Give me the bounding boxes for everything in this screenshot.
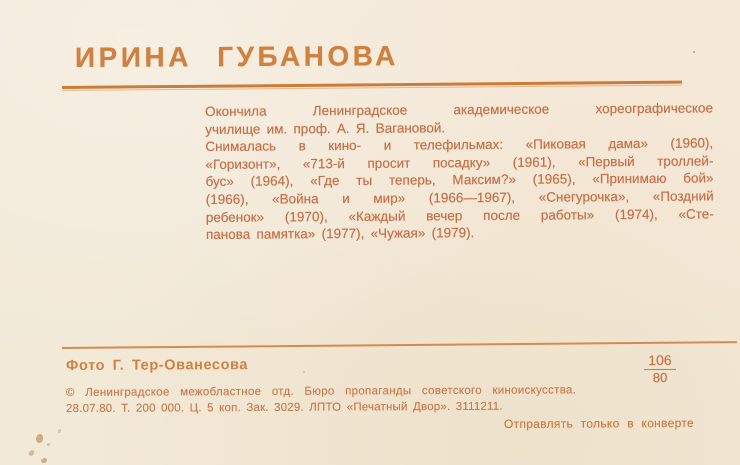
photo-credit: Фото Г. Тер-Ованесова — [65, 357, 249, 374]
bio-line: ребенок» (1970), «Каждый вечер после работы» (1974), «Сте- — [205, 206, 714, 225]
paper-stain — [28, 449, 35, 457]
bio-line: (1966), «Война и мир» (1966—1967), «Снегурочка», «Поздний — [205, 188, 714, 207]
bio-line: Снималась в кино- и телефильмах: «Пиковая дама» (1960), — [205, 135, 714, 155]
paper-stain — [36, 434, 43, 443]
bio-text — [205, 99, 714, 243]
paper-stain — [58, 429, 61, 433]
page-title: ИРИНА ГУБАНОВА — [74, 40, 399, 73]
bio-line: училище им. проф. А. Я. Вагановой. — [205, 119, 446, 137]
bio-line: Окончила Ленинградское академическое хореографическое — [205, 100, 714, 119]
paper-speck — [303, 371, 305, 373]
bio-line: «Горизонт», «713-й просит посадку» (1961), «Первый троллей- — [205, 153, 714, 172]
envelope-note: Отправлять только в конверте — [504, 416, 695, 431]
bio-line: панова памятка» (1977), «Чужая» (1979). — [205, 225, 475, 243]
bio-line: бус» (1964), «Где ты теперь, Максим?» (1965), «Принимаю бой» — [205, 170, 714, 190]
footer-divider — [62, 341, 737, 348]
title-divider — [62, 81, 682, 92]
catalog-number-top: 106 — [644, 353, 676, 370]
imprint-line: 28.07.80. Т. 200 000. Ц. 5 коп. Зак. 3029. ЛПТО «Печатный Двор». 3111211. — [65, 400, 503, 415]
copyright-line: © Ленинградское межобластное отд. Бюро пропаганды советского киноискусства. — [65, 384, 577, 399]
paper-stain — [47, 443, 50, 446]
catalog-number-bottom: 80 — [652, 369, 668, 386]
paper-stain — [41, 458, 47, 463]
paper-speck — [693, 51, 695, 53]
catalog-number — [644, 353, 676, 385]
